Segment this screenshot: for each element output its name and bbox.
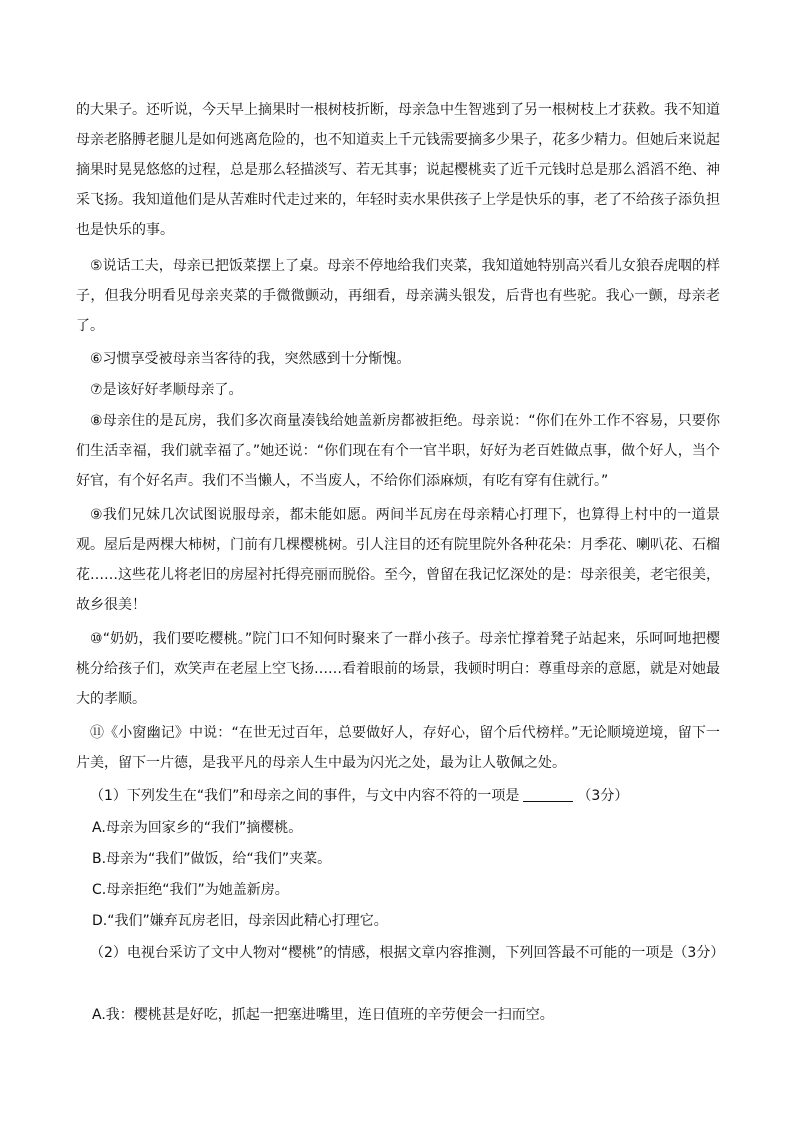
paragraph-5: ⑤说话工夫，母亲已把饭菜摆上了桌。母亲不停地给我们夹菜，我知道她特别高兴看儿女狼吞虎咽的样子，但我分明看见母亲夹菜的手微微颤动，再细看，母亲满头银发，后背也有些驼。我心一颤，母亲老了。 [76, 258, 720, 334]
paragraph-11: ⑪《小窗幽记》中说：“在世无过百年，总要做好人，存好心，留个后代榜样。”无论顺境逆境，留下一片美，留下一片德，是我平凡的母亲人生中最为闪光之处，最为让人敬佩之处。 [76, 725, 720, 771]
paragraph-7: ⑦是该好好孝顺母亲了。 [90, 382, 243, 398]
question-1-option-c: C.母亲拒绝“我们”为她盖新房。 [92, 882, 289, 898]
question-1-option-b: B.母亲为“我们”做饭，给“我们”夹菜。 [92, 851, 332, 867]
question-1-option-d: D.“我们”嫌弃瓦房老旧，母亲因此精心打理它。 [92, 913, 388, 929]
paragraph-9: ⑨我们兄妹几次试图说服母亲，都未能如愿。两间半瓦房在母亲精心打理下，也算得上村中的一道景观。屋后是两棵大柿树，门前有几棵樱桃树。引人注目的还有院里院外各种花朵：月季花、喇叭花、石榴花……这些花儿将老旧的房屋衬托得亮丽而脱俗。至今，曾留在我记忆深处的是：母亲很美，老宅很美，故乡很美！ [76, 507, 720, 613]
question-2-stem: （2）电视台采访了文中人物对“樱桃”的情感，根据文章内容推测，下列回答最不可能的一项是（3分） [90, 945, 725, 961]
paragraph-6: ⑥习惯享受被母亲当客待的我，突然感到十分惭愧。 [90, 351, 411, 367]
paragraph-10: ⑩“奶奶，我们要吃樱桃。”院门口不知何时聚来了一群小孩子。母亲忙撑着凳子站起来，乐呵呵地把樱桃分给孩子们，欢笑声在老屋上空飞扬……看着眼前的场景，我顿时明白：尊重母亲的意愿，就是对她最大的孝顺。 [76, 631, 720, 707]
question-2-option-a: A.我：樱桃甚是好吃，抓起一把塞进嘴里，连日值班的辛劳便会一扫而空。 [92, 1007, 554, 1023]
question-1-score: （3分） [577, 788, 629, 804]
question-1-stem: （1）下列发生在“我们”和母亲之间的事件，与文中内容不符的一项是 [90, 788, 520, 804]
question-1 [76, 781, 720, 811]
question-1-option-a: A.母亲为回家乡的“我们”摘樱桃。 [92, 820, 303, 836]
answer-blank[interactable] [523, 787, 573, 802]
paragraph-8: ⑧母亲住的是瓦房，我们多次商量凑钱给她盖新房都被拒绝。母亲说：“你们在外工作不容易，只要你们生活幸福，我们就幸福了。”她还说：“你们现在有个一官半职，好好为老百姓做点事，做个好人，当个好官，有个好名声。我们不当懒人，不当废人，不给你们添麻烦，有吃有穿有住就行。” [76, 413, 720, 489]
paragraph-continued: 的大果子。还听说，今天早上摘果时一根树枝折断，母亲急中生智逃到了另一根树枝上才获救。我不知道母亲老胳膊老腿儿是如何逃离危险的，也不知道卖上千元钱需要摘多少果子，花多少精力。但她后来说起摘果时晃晃悠悠的过程，总是那么轻描淡写、若无其事；说起樱桃卖了近千元钱时总是那么滔滔不绝、神采飞扬。我知道他们是从苦难时代走过来的，年轻时卖水果供孩子上学是快乐的事，老了不给孩子添负担也是快乐的事。 [76, 102, 720, 238]
